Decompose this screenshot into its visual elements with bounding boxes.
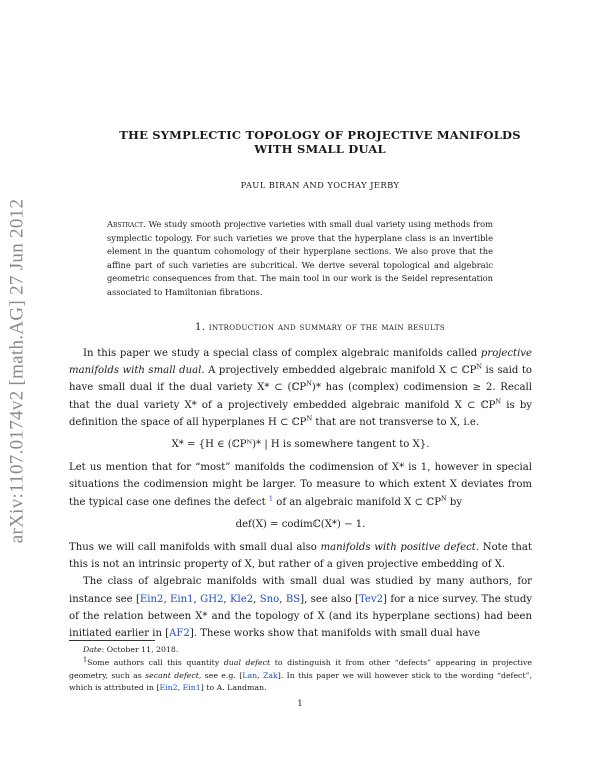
paragraph-2: Let us mention that for “most” manifolds the codimension of X* is 1, however in special situations the codimension might be larger. To measure to which extent X deviates from the typical case one defines the defect $^1$ of an algebraic manifold X ⊂ ℂP$^N$ by	[69, 462, 532, 508]
footnotes	[69, 644, 532, 695]
abstract-text: We study smooth projective varieties with small dual variety using methods from symplectic topology. For such varieties we prove that the hyperplane class is an invertible element in the quantum cohomology of their hyperplane sections. We also prove that the affine part of such varieties are subcritical. We derive several topological and algebraic geometric consequences from that. The main tool in our work is the Seidel representation associated to Hamiltonian fibrations.	[107, 219, 494, 297]
title-line-2: WITH SMALL DUAL	[254, 142, 386, 156]
citation-link[interactable]: Kle2	[230, 593, 254, 605]
paper-title	[60, 128, 580, 156]
paragraph-1: In this paper we study a special class of complex algebraic manifolds called projective manifolds with small dual. A projectively embedded algebraic manifold X ⊂ ℂP$^N$ is said to have small dual if the dual variety X* ⊂ (ℂP$^N$)* has (complex) codimension ≥ 2. Recall that the dual variety X* of a projectively embedded algebraic manifold X ⊂ ℂP$^N$ is by definition the space of all hyperplanes H ⊂ ℂP$^N$ that are not transverse to X, i.e.	[69, 348, 532, 428]
arxiv-stamp-text: arXiv:1107.0174v2 [math.AG] 27 Jun 2012	[6, 198, 28, 543]
citation-link[interactable]: Ein2	[159, 683, 178, 693]
section-heading: 1. introduction and summary of the main results	[194, 322, 446, 333]
citation-link[interactable]: Tev2	[358, 593, 384, 605]
arxiv-stamp	[2, 178, 32, 563]
citation-link[interactable]: Ein1	[170, 593, 194, 605]
footnote-divider	[69, 640, 155, 641]
citation-link[interactable]: BS	[285, 593, 301, 605]
citation-link[interactable]: GH2	[200, 593, 224, 605]
title-line-1: THE SYMPLECTIC TOPOLOGY OF PROJECTIVE MANIFOLDS	[119, 128, 521, 142]
footnote-ref-1[interactable]: 1	[268, 494, 274, 503]
citation-link[interactable]: Ein1	[182, 683, 201, 693]
page-number: 1	[297, 699, 303, 709]
paragraph-3: Thus we will call manifolds with small dual also manifolds with positive defect. Note that this is not an intrinsic property of X, but rather of a given projective embedding of X.	[69, 542, 533, 571]
citation-link[interactable]: Sno	[259, 593, 280, 605]
paragraph-4: The class of algebraic manifolds with small dual was studied by many authors, for instance see [Ein2, Ein1, GH2, Kle2, Sno, BS], see also [Tev2] for a nice survey. The study of the relation between X* and the topology of X (and its hyperplane sections) had been initiated earlier in [AF2]. These works show that manifolds with small dual have	[69, 576, 533, 640]
citation-link[interactable]: Zak	[262, 670, 278, 680]
citation-link[interactable]: Lan	[242, 670, 258, 680]
abstract	[107, 218, 493, 300]
authors: PAUL BIRAN AND YOCHAY JERBY	[240, 180, 400, 190]
emphasis: manifolds with positive defect	[320, 542, 476, 554]
citation-link[interactable]: Ein2	[139, 593, 164, 605]
footnote-1: $^1$Some authors call this quantity dual defect to distinguish it from other “defects” appearing in projective geometry, such as secant defect, see e.g. [Lan, Zak]. In this paper we will however stick to the wording “defect”, which is attributed in [Ein2, Ein1] to A. Landman.	[69, 655, 533, 693]
body-text	[69, 345, 532, 642]
equation-dual-variety: X* = {H ∈ (ℂPᴺ)* | H is somewhere tangent to X}.	[171, 439, 430, 451]
equation-defect: def(X) = codimℂ(X*) − 1.	[235, 518, 366, 530]
date-line: Date: October 11, 2018.	[83, 645, 179, 654]
citation-link[interactable]: AF2	[169, 628, 190, 640]
emphasis: projective manifolds with small dual	[69, 348, 532, 377]
abstract-heading: Abstract.	[107, 219, 146, 229]
